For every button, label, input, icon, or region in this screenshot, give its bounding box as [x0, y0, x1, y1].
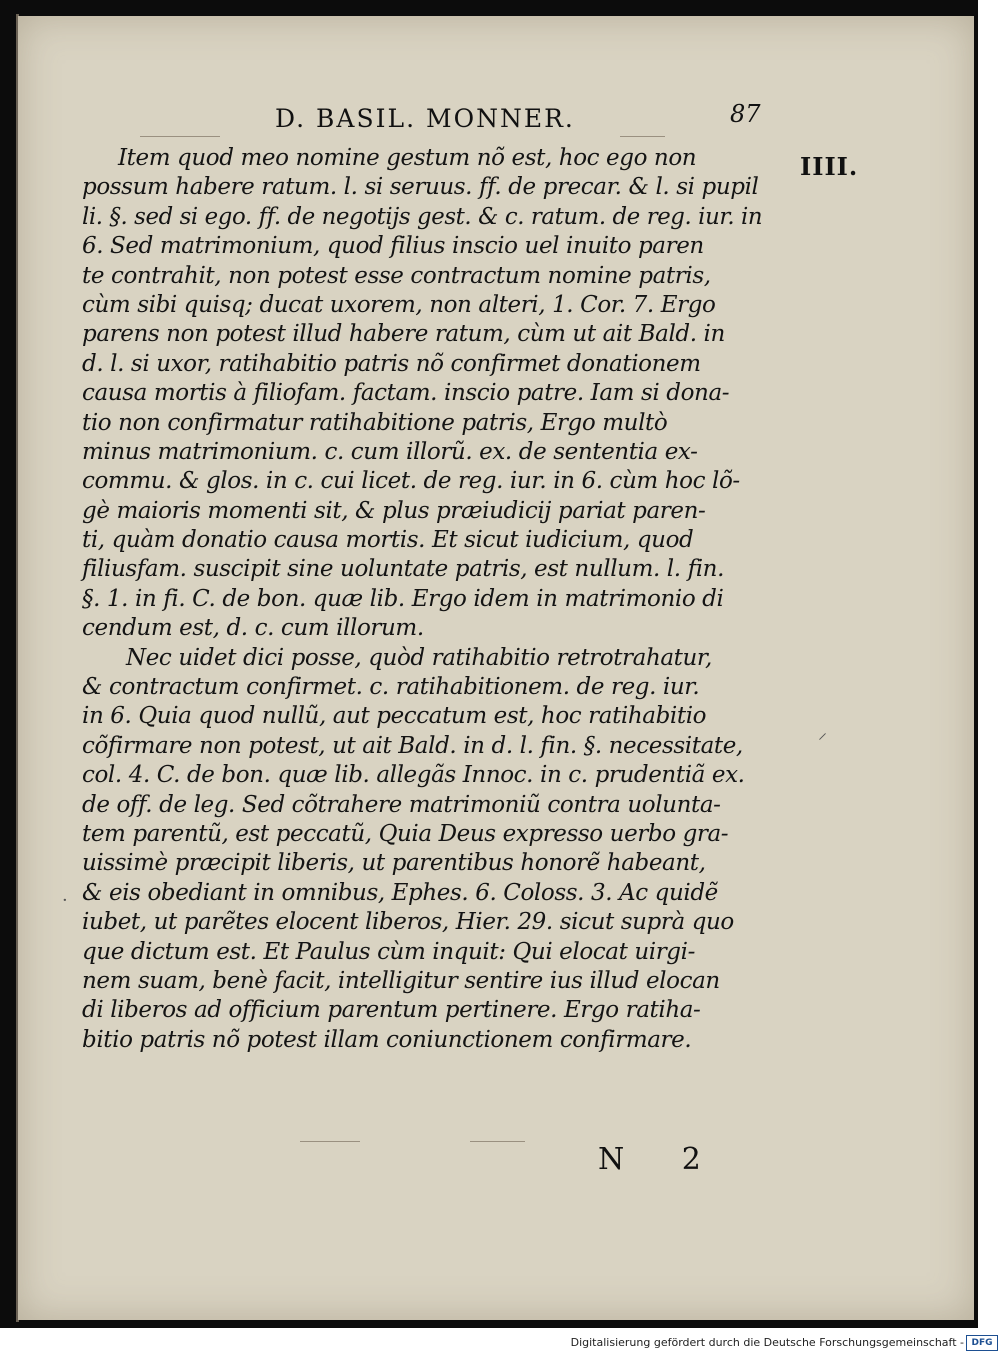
text-line: d. l. si uxor, ratihabitio patris nõ confirmet donationem — [82, 350, 701, 377]
text-line: Nec uidet dici posse, quòd ratihabitio retrotrahatur, — [126, 644, 712, 671]
text-line: cùm sibi quisq; ducat uxorem, non alteri, 1. Cor. 7. Ergo — [82, 291, 716, 318]
text-line: possum habere ratum. l. si seruus. ff. de precar. & l. si pupil — [82, 174, 759, 201]
dfg-logo: DFG — [966, 1335, 998, 1351]
stray-mark: ⸍ — [818, 730, 827, 751]
body-text — [82, 144, 772, 1055]
text-line: te contrahit, non potest esse contractum nomine patris, — [82, 262, 711, 289]
margin-note: IIII. — [800, 152, 859, 181]
text-line: cendum est, d. c. cum illorum. — [82, 615, 424, 642]
text-line: commu. & glos. in c. cui licet. de reg. iur. in 6. cùm hoc lõ- — [82, 468, 740, 495]
text-line: tem parentũ, est peccatũ, Quia Deus expresso uerbo gra- — [82, 820, 729, 847]
text-line: bitio patris nõ potest illam coniunctionem confirmare. — [82, 1026, 692, 1053]
text-line: filiusfam. suscipit sine uoluntate patris, est nullum. l. fin. — [82, 556, 724, 583]
text-line: 6. Sed matrimonium, quod filius inscio uel inuito paren — [82, 233, 704, 260]
underline-mark — [300, 1141, 360, 1142]
text-line: tio non confirmatur ratihabitione patris, Ergo multò — [82, 409, 668, 436]
text-line: in 6. Quia quod nullũ, aut peccatum est, hoc ratihabitio — [82, 703, 707, 730]
folio-number: 87 — [730, 100, 761, 128]
text-line: minus matrimonium. c. cum illorũ. ex. de sententia ex- — [82, 438, 698, 465]
text-line: que dictum est. Et Paulus cùm inquit: Qui elocat uirgi- — [82, 938, 695, 965]
text-line: parens non potest illud habere ratum, cùm ut ait Bald. in — [82, 321, 725, 348]
signature-mark: N 2 — [598, 1142, 725, 1177]
text-line: gè maioris momenti sit, & plus præiudicij pariat paren- — [82, 497, 706, 524]
text-line: §. 1. in fi. C. de bon. quæ lib. Ergo idem in matrimonio di — [82, 585, 724, 612]
text-line: cõfirmare non potest, ut ait Bald. in d. l. fin. §. necessitate, — [82, 732, 743, 759]
running-head: D. BASIL. MONNER. — [275, 104, 575, 133]
text-line: de off. de leg. Sed cõtrahere matrimoniũ contra uolunta- — [82, 791, 721, 818]
underline-mark — [470, 1141, 525, 1142]
text-line: nem suam, benè facit, intelligitur sentire ius illud elocan — [82, 967, 720, 994]
underline-mark — [620, 136, 665, 137]
text-line: & contractum confirmet. c. ratihabitionem. de reg. iur. — [82, 674, 700, 701]
stray-mark: · — [62, 890, 68, 911]
underline-mark — [140, 136, 220, 137]
text-line: Item quod meo nomine gestum nõ est, hoc ego non — [118, 145, 697, 171]
text-line: ti, quàm donatio causa mortis. Et sicut iudicium, quod — [82, 527, 694, 554]
text-line: col. 4. C. de bon. quæ lib. allegãs Innoc. in c. prudentiã ex. — [82, 762, 745, 789]
text-line: causa mortis à filiofam. factam. inscio patre. Iam si dona- — [82, 380, 730, 407]
text-line: uissimè præcipit liberis, ut parentibus honorẽ habeant, — [82, 850, 706, 877]
digitization-credit: Digitalisierung gefördert durch die Deutsche Forschungsgemeinschaft - — [570, 1336, 964, 1349]
text-line: iubet, ut parẽtes elocent liberos, Hier. 29. sicut suprà quo — [82, 909, 734, 936]
text-line: & eis obediant in omnibus, Ephes. 6. Coloss. 3. Ac quidẽ — [82, 879, 718, 906]
text-line: di liberos ad officium parentum pertinere. Ergo ratiha- — [82, 997, 701, 1024]
text-line: li. §. sed si ego. ff. de negotijs gest. & c. ratum. de reg. iur. in — [82, 203, 763, 230]
